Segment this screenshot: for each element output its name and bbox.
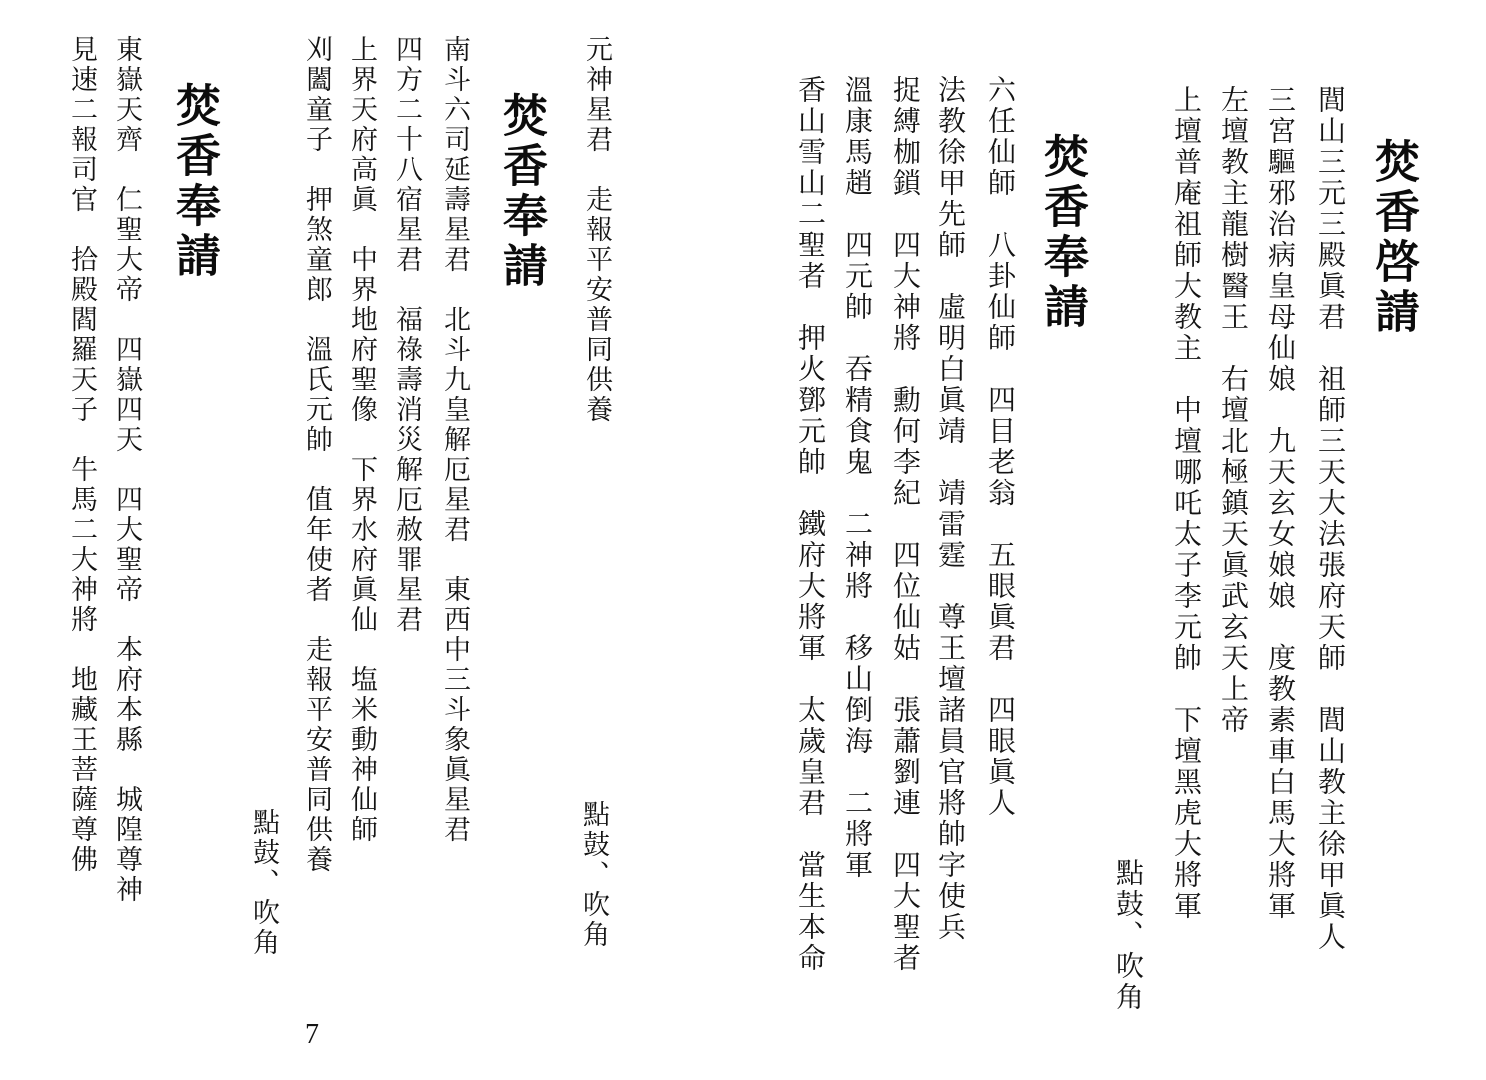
- drum-horn-instruction: 點鼓、吹角: [578, 800, 609, 950]
- text-column: 左壇教主龍樹醫王 右壇北極鎮天眞武玄天上帝: [1217, 85, 1250, 736]
- section-title: 焚香啓請: [1367, 138, 1420, 338]
- section-title: 焚香奉請: [168, 82, 221, 282]
- section-title: 焚香奉請: [1036, 133, 1089, 333]
- page-number: 7: [305, 1019, 319, 1050]
- text-column: 溫康馬趙 四元帥 吞精食鬼 二神將 移山倒海 二將軍: [841, 75, 874, 881]
- text-column: 東嶽天齊 仁聖大帝 四嶽四天 四大聖帝 本府本縣 城隍尊神: [111, 35, 142, 905]
- text-column: 元神星君 走報平安普同供養: [581, 35, 612, 425]
- text-column: 上壇普庵祖師大教主 中壇哪吒太子李元帥 下壇黑虎大將軍: [1170, 85, 1203, 922]
- text-column: 上界天府高眞 中界地府聖像 下界水府眞仙 塩米動神仙師: [346, 35, 377, 845]
- right-page: [743, 0, 1486, 1080]
- text-column: 見速二報司官 拾殿閻羅天子 牛馬二大神將 地藏王菩薩尊佛: [66, 35, 97, 875]
- text-column: 法教徐甲先師 虛明白眞靖 靖雷霆 尊王壇諸員官將帥字使兵: [934, 75, 967, 943]
- text-column: 捉縛枷鎖 四大神將 勳何李紀 四位仙姑 張蕭劉連 四大聖者: [889, 75, 922, 974]
- text-column: 閭山三元三殿眞君 祖師三天大法張府天師 閭山教主徐甲眞人: [1314, 85, 1347, 953]
- text-column: 刈闔童子 押煞童郎 溫氏元帥 值年使者 走報平安普同供養: [301, 35, 332, 875]
- text-column: 六任仙師 八卦仙師 四目老翁 五眼眞君 四眼眞人: [984, 75, 1017, 819]
- text-column: 三宮驅邪治病皇母仙娘 九天玄女娘娘 度教素車白馬大將軍: [1264, 85, 1297, 922]
- drum-horn-instruction: 點鼓、吹角: [1112, 858, 1145, 1013]
- drum-horn-instruction: 點鼓、吹角: [248, 808, 279, 958]
- text-column: 香山雪山二聖者 押火鄧元帥 鐵府大將軍 太歲皇君 當生本命: [794, 75, 827, 974]
- text-column: 南斗六司延壽星君 北斗九皇解厄星君 東西中三斗象眞星君: [439, 35, 470, 845]
- section-title: 焚香奉請: [495, 92, 548, 292]
- text-column: 四方二十八宿星君 福祿壽消災解厄赦罪星君: [391, 35, 422, 635]
